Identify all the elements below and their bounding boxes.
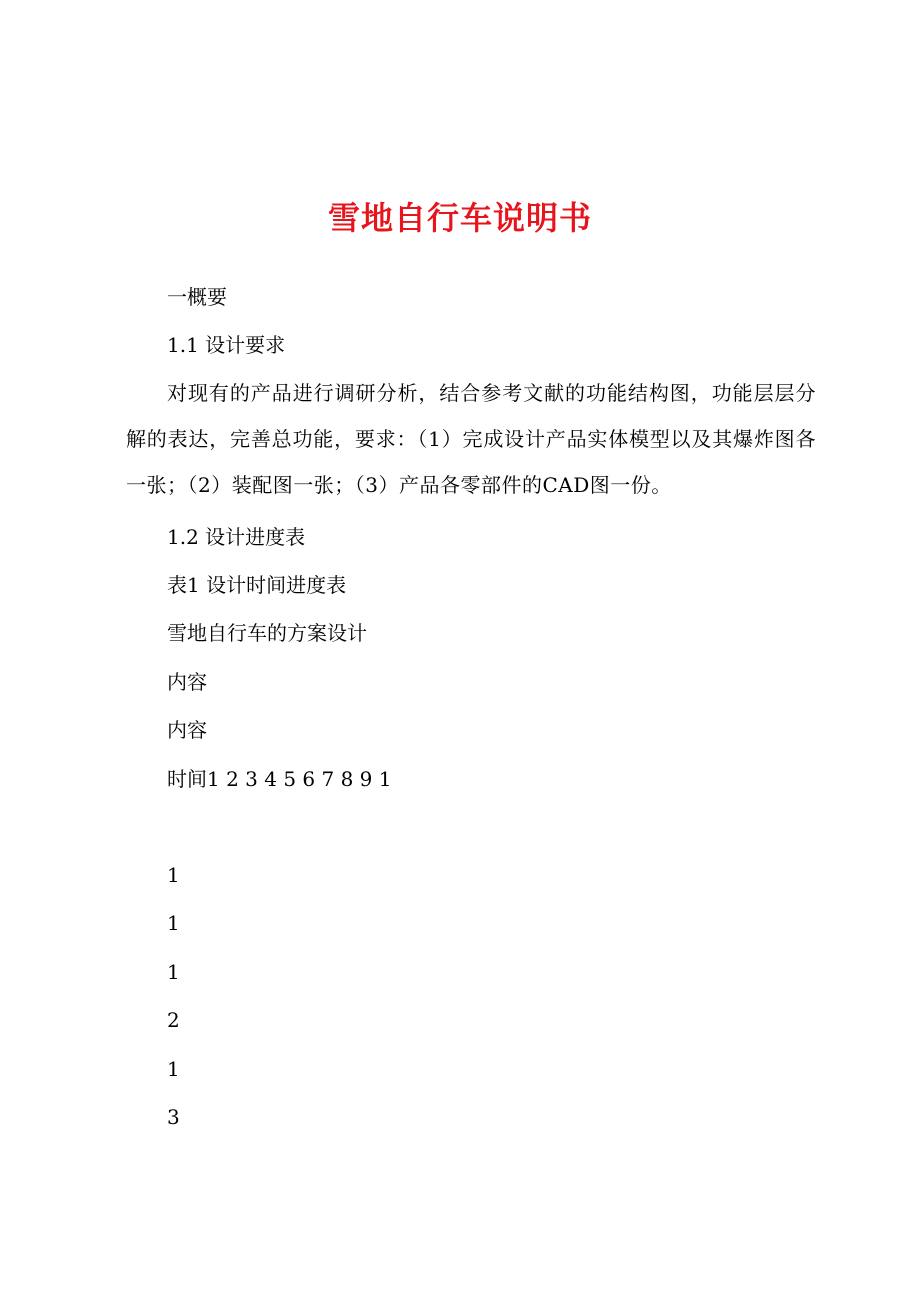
table-caption: 表1 设计时间进度表 — [167, 573, 347, 597]
document-title: 雪地自行车说明书 — [327, 199, 592, 237]
scheme-design-label: 雪地自行车的方案设计 — [167, 621, 367, 645]
design-requirements-heading: 1.1 设计要求 — [167, 333, 286, 357]
time-row: 时间1 2 3 4 5 6 7 8 9 1 — [167, 767, 392, 791]
content-label: 内容 — [167, 670, 207, 694]
number-list — [167, 860, 180, 1150]
number-item: 2 — [167, 1008, 180, 1033]
design-requirements-paragraph: 对现有的产品进行调研分析，结合参考文献的功能结构图，功能层层分解的表达，完善总功能，要求：（1）完成设计产品实体模型以及其爆炸图各一张；（2）装配图一张；（3）产品各零部件的CAD图一份。 — [126, 381, 816, 497]
content-label: 内容 — [167, 718, 207, 742]
number-item: 3 — [167, 1104, 180, 1129]
schedule-heading: 1.2 设计进度表 — [167, 525, 306, 549]
number-item: 1 — [167, 959, 180, 984]
number-item: 1 — [167, 1056, 180, 1081]
overview-heading: 一概要 — [167, 285, 227, 309]
number-item: 1 — [167, 863, 180, 887]
number-item: 1 — [167, 911, 180, 936]
